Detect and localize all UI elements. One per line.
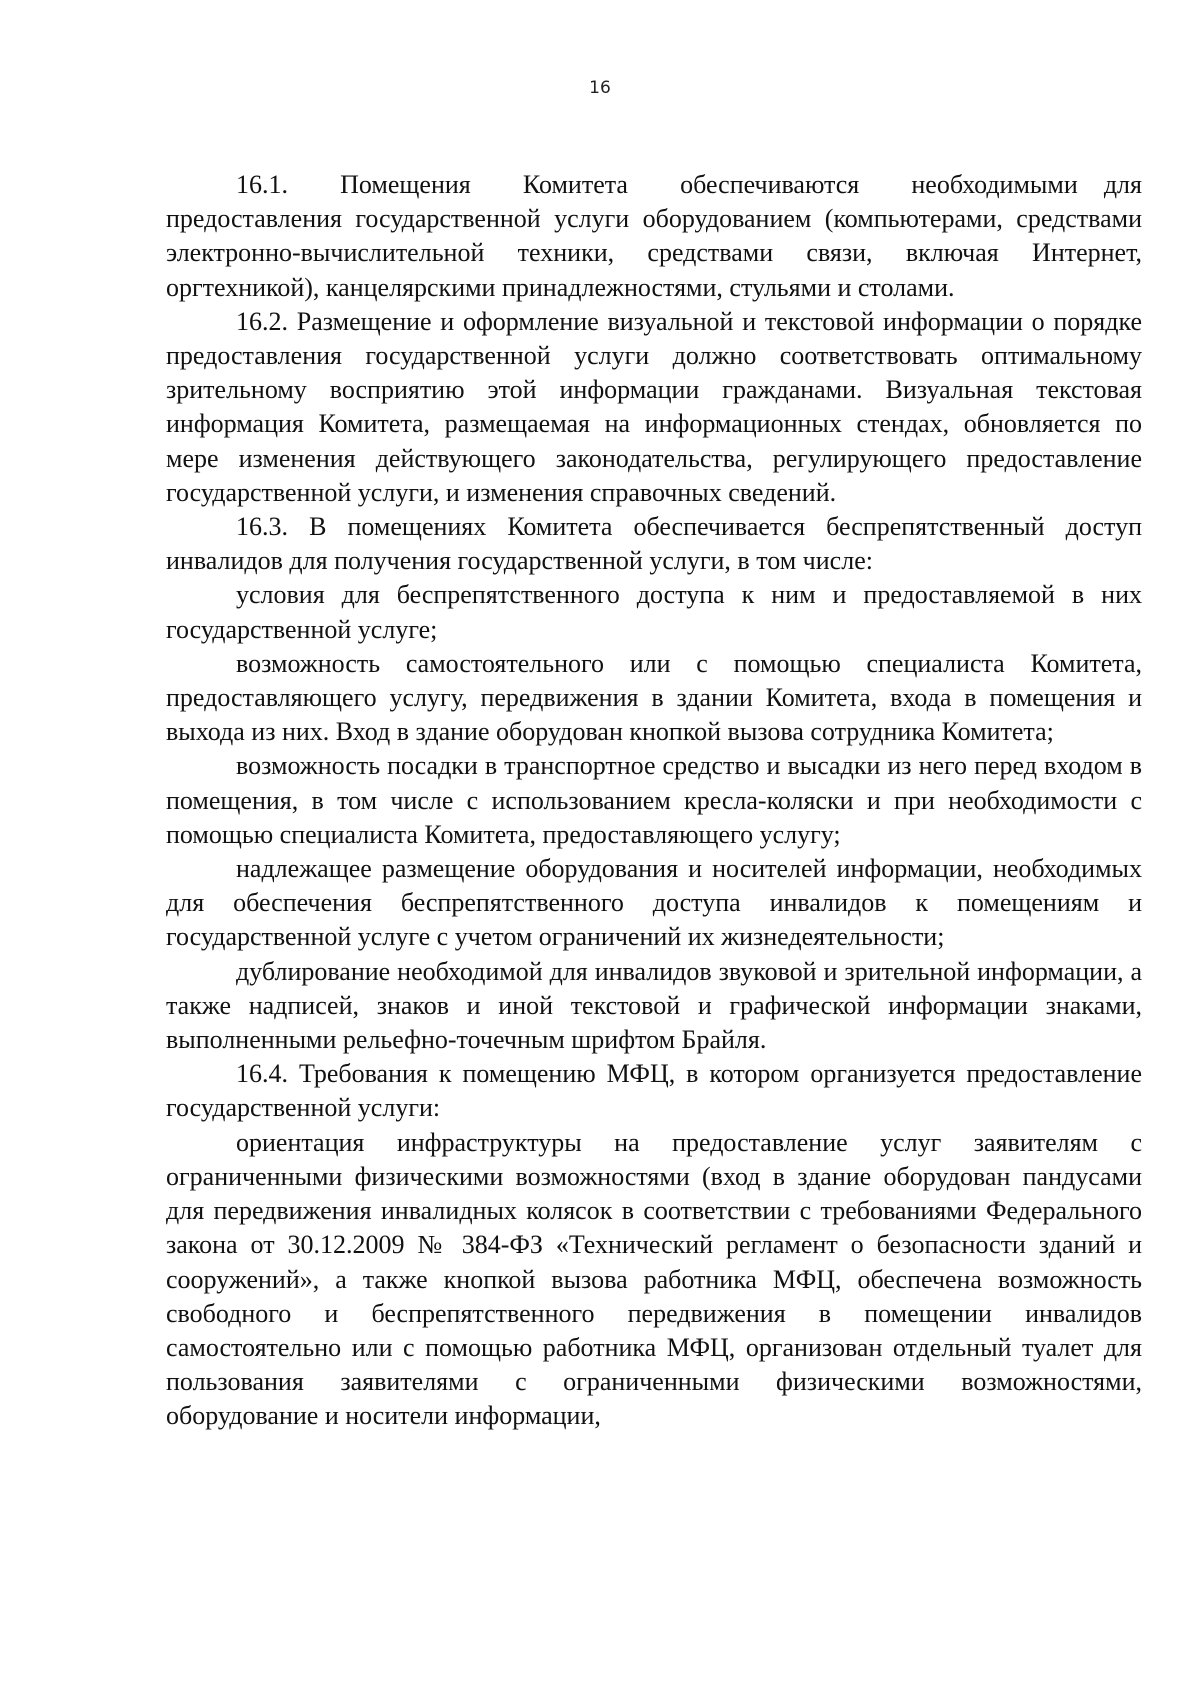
paragraph-16-2: 16.2. Размещение и оформление визуальной и текстовой информации о порядке предоставления государственной услуги должно соответствовать оптимальному зрительному восприятию этой информации гражданами. Визуальная текстовая информация Комитета, размещаемая на информационных стендах, обновляется по мере изменения действующего законодательства, регулирующего предоставление государственной услуги, и изменения справочных сведений.	[166, 306, 1149, 507]
paragraph-transport-boarding: возможность посадки в транспортное средство и высадки из него перед входом в помещения, в том числе с использованием кресла-коляски и при необходимости с помощью специалиста Комитета, предоставляющего услугу;	[166, 751, 1149, 849]
paragraph-access-conditions: условия для беспрепятственного доступа к ним и предоставляемой в них государственной услуге;	[166, 580, 1149, 644]
paragraph-braille-duplication: дублирование необходимой для инвалидов звуковой и зрительной информации, а также надписей, знаков и иной текстовой и графической информации знаками, выполненными рельефно-точечным шрифтом Брайля.	[166, 956, 1149, 1055]
page-number: 16	[589, 78, 611, 98]
paragraph-infrastructure-orientation: ориентация инфраструктуры на предоставление услуг заявителям с ограниченными физическими возможностями (вход в здание оборудован пандусами для передвижения инвалидных колясок в соответствии с требованиями Федерального закона от 30.12.2009 № 384-ФЗ «Технический регламент о безопасности зданий и сооружений», а также кнопкой вызова работника МФЦ, обеспечена возможность свободного и беспрепятственного передвижения в помещении инвалидов самостоятельно или с помощью работника МФЦ, организован отдельный туалет для пользования заявителями с ограниченными физическими возможностями, оборудование и носители информации,	[166, 1127, 1149, 1431]
document-body	[166, 168, 1149, 1434]
paragraph-16-3: 16.3. В помещениях Комитета обеспечивается беспрепятственный доступ инвалидов для получения государственной услуги, в том числе:	[166, 512, 1149, 576]
paragraph-16-1: 16.1. Помещения Комитета обеспечиваются необходимыми для предоставления государственной услуги оборудованием (компьютерами, средствами электронно-вычислительной техники, средствами связи, включая Интернет, оргтехникой), канцелярскими принадлежностями, стульями и столами.	[166, 170, 1149, 302]
paragraph-movement-possibility: возможность самостоятельного или с помощью специалиста Комитета, предоставляющего услугу, передвижения в здании Комитета, входа в помещения и выхода из них. Вход в здание оборудован кнопкой вызова сотрудника Комитета;	[166, 648, 1149, 747]
paragraph-16-4: 16.4. Требования к помещению МФЦ, в котором организуется предоставление государственной услуги:	[166, 1059, 1149, 1123]
paragraph-equipment-placement: надлежащее размещение оборудования и носителей информации, необходимых для обеспечения беспрепятственного доступа инвалидов к помещениям и государственной услуге с учетом ограничений их жизнедеятельности;	[166, 854, 1149, 952]
